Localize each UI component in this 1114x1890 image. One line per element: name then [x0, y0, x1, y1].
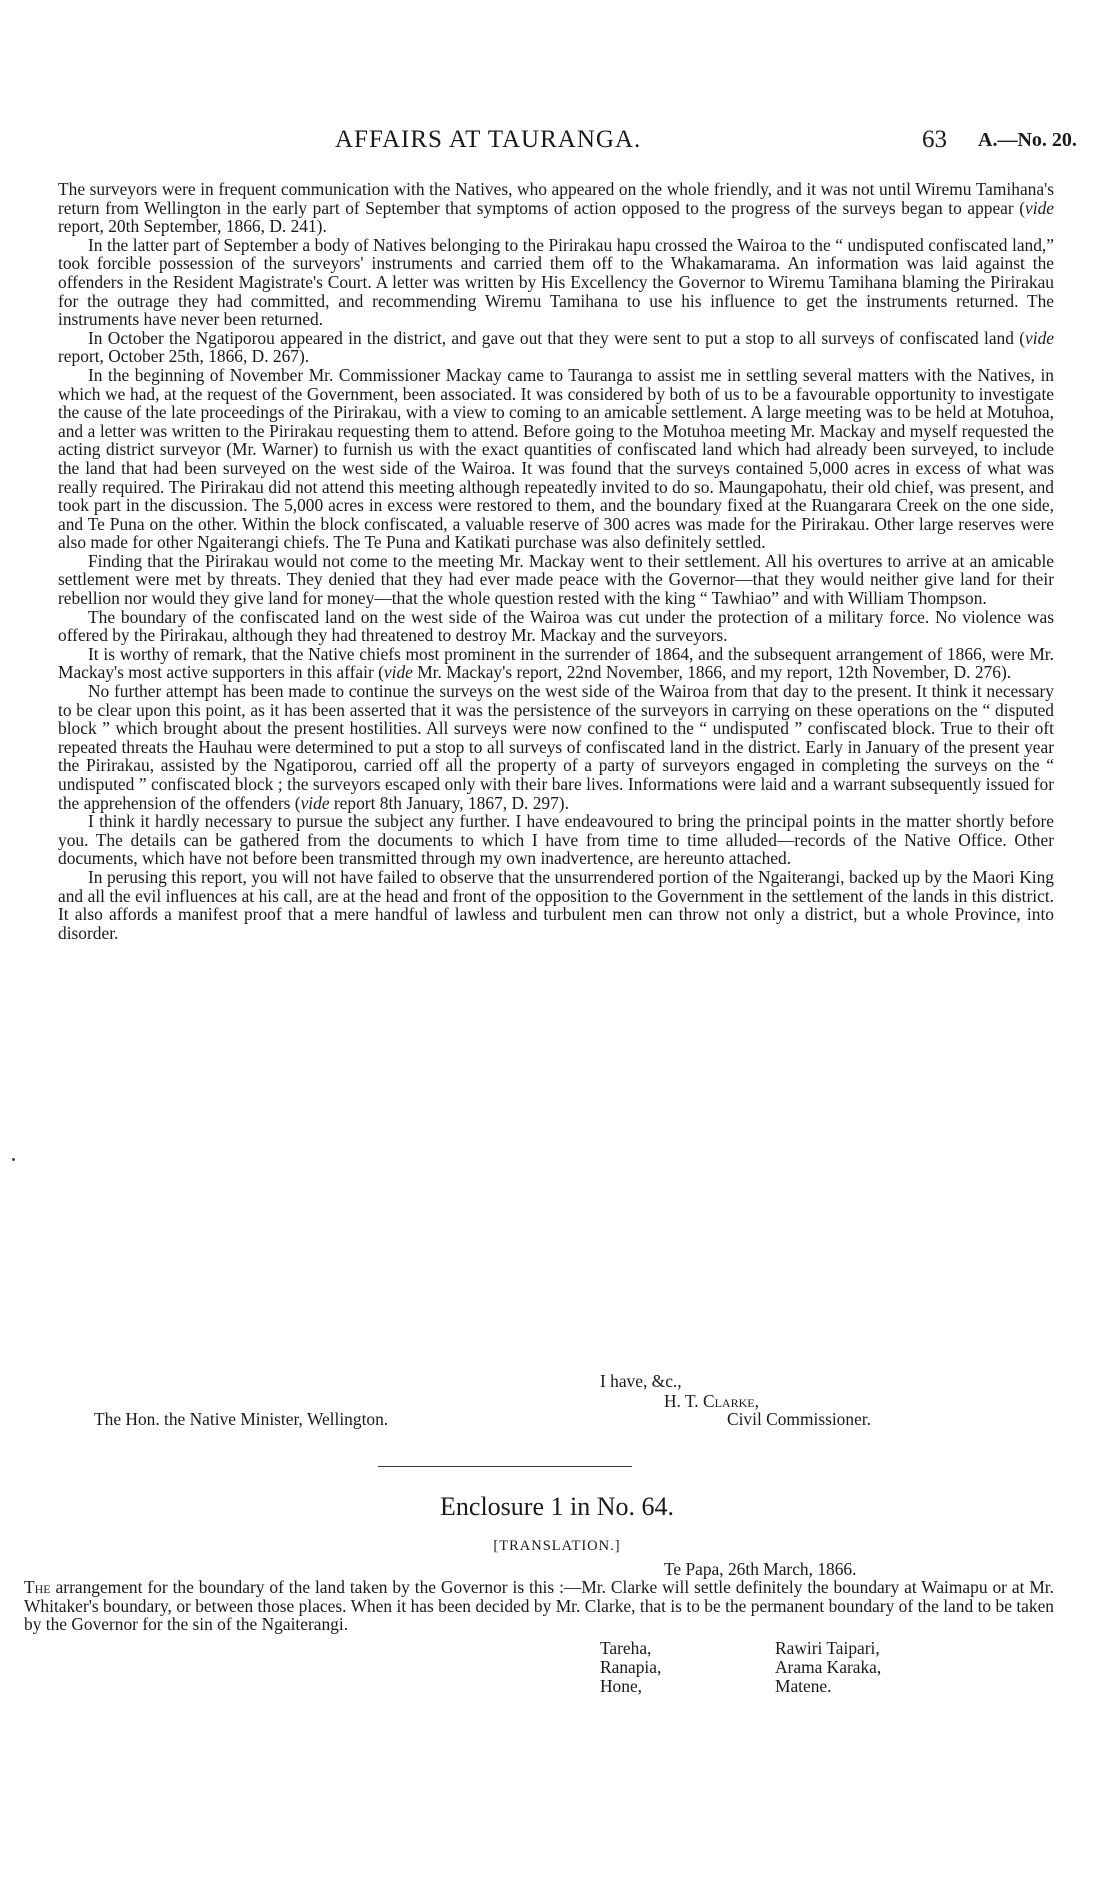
paragraph — [58, 329, 1054, 366]
text-run: Mr. Mackay's report, 22nd November, 1866, and my report, 12th November, D. 276). — [412, 662, 1012, 683]
signatory: Matene. — [775, 1676, 832, 1696]
text-run: report, October 25th, 1866, D. 267). — [58, 346, 310, 367]
text-run: report 8th January, 1867, D. 297). — [329, 792, 569, 813]
translation-label: [TRANSLATION.] — [493, 1538, 621, 1554]
signatory: Ranapia, — [600, 1657, 662, 1677]
signatories-right — [775, 1639, 881, 1696]
paragraph: In the latter part of September a body of Natives belonging to the Pirirakau hapu crossed the Wairoa to the “ undisputed confiscated land,” took forcible possession of the surveyors' instruments and carried them off to the Whakamarama. An information was laid against the offenders in the Resident Magistrate's Court. A letter was written by His Excellency the Governor to Wiremu Tamihana blaming the Pirirakau for the outrage they had committed, and recommending Wiremu Tamihana to use his influence to get the instruments returned. The instruments have never been returned. — [58, 234, 1054, 330]
signatory: Rawiri Taipari, — [775, 1638, 880, 1658]
signatory-initials: H. T. — [664, 1391, 703, 1411]
text-run: arrangement for the boundary of the land taken by the Governor is this :—Mr. Clarke will settle definitely the boundary at Waimapu or at Mr. Whitaker's boundary, or between those places. When it has been decided by Mr. Clarke, that is to be the permanent boundary of the land to be taken by the Governor for the sin of the Ngaiterangi. — [24, 1577, 1054, 1635]
document-reference: A.—No. 20. — [978, 129, 1077, 151]
margin-mark — [12, 1158, 15, 1161]
italic-vide: vide — [1025, 197, 1054, 218]
running-title: AFFAIRS AT TAURANGA. — [335, 126, 642, 153]
text-run: The surveyors were in frequent communication with the Natives, who appeared on the whole friendly, and it was not until Wiremu Tamihana's return from Wellington in the early part of September that symptoms of action opposed to the progress of the surveys began to appear ( — [58, 179, 1054, 218]
paragraph: Finding that the Pirirakau would not come to the meeting Mr. Mackay went to their settlement. All his overtures to arrive at an amicable settlement were met by threats. They denied that they had ever made peace with the Governor—that they would neither give land for their rebellion nor would they give land for money—that the whole question rested with the king “ Tawhiao” and with William Thompson. — [58, 550, 1054, 609]
section-divider — [378, 1466, 632, 1467]
paragraph — [24, 1578, 1054, 1634]
text-run: report, 20th September, 1866, D. 241). — [58, 216, 327, 237]
signatory: Hone, — [600, 1676, 643, 1696]
paragraph — [58, 645, 1054, 682]
signatory-surname: Clarke, — [702, 1391, 759, 1411]
text-run: No further attempt has been made to continue the surveys on the west side of the Wairoa from that day to the present. It think it necessary to be clear upon this point, as it has been asserted that it was the persistence of the surveyors in carrying on these operations on the “ disputed block ” which brought about the present hostilities. All surveys were now confined to the “ undisputed ” confiscated block. True to their oft repeated threats the Hauhau were determined to put a stop to all surveys of confiscated land in the district. Early in January of the present year the Pirirakau, assisted by the Ngatiporou, carried off all the property of a party of surveyors engaged in completing the surveys on the “ undisputed ” confiscated block ; the surveyors escaped only with their bare lives. Informations were laid and a warrant subsequently issued for the apprehension of the offenders ( — [58, 681, 1054, 813]
text-run: In October the Ngatiporou appeared in the district, and gave out that they were sent to put a stop to all surveys of confiscated land ( — [88, 327, 1026, 348]
page-header — [0, 126, 1114, 156]
paragraph: In perusing this report, you will not have failed to observe that the unsurrendered portion of the Ngaiterangi, backed up by the Maori King and all the evil influences at his call, are at the head and front of the opposition to the Government in the settlement of the lands in this district. It also affords a manifest proof that a mere handful of lawless and turbulent men can throw not only a district, but a whole Province, into disorder. — [58, 866, 1054, 943]
addressee: The Hon. the Native Minister, Wellington. — [94, 1409, 389, 1429]
closing-salutation: I have, &c., — [600, 1371, 682, 1391]
signatories-left — [600, 1639, 661, 1696]
italic-vide: vide — [383, 662, 413, 683]
paragraph: I think it hardly necessary to pursue the subject any further. I have endeavoured to bring the principal points in the matter shortly before you. The details can be gathered from the documents to which I have from time to time alluded—records of the Native Office. Other documents, which have not before been transmitted through my own inadvertence, are hereunto attached. — [58, 811, 1054, 869]
signatory: Arama Karaka, — [775, 1657, 882, 1677]
paragraph — [58, 180, 1054, 236]
enclosure-body — [24, 1578, 1054, 1634]
text-run: It is worthy of remark, that the Native chiefs most prominent in the surrender of 1864, and the subsequent arrangement of 1866, were Mr. Mackay's most active supporters in this affair ( — [58, 643, 1054, 683]
place-date: Te Papa, 26th March, 1866. — [664, 1559, 857, 1579]
italic-vide: vide — [300, 792, 330, 813]
italic-vide: vide — [1025, 327, 1054, 348]
paragraph: The boundary of the confiscated land on the west side of the Wairoa was cut under the protection of a military force. No violence was offered by the Pirirakau, although they had threatened to destroy Mr. Mackay and the surveyors. — [58, 606, 1054, 646]
enclosure-title: Enclosure 1 in No. 64. — [440, 1492, 674, 1521]
signatory: Tareha, — [600, 1638, 652, 1658]
lead-word: The — [24, 1577, 51, 1597]
page-number: 63 — [922, 126, 947, 153]
report-body — [58, 180, 1054, 942]
paragraph — [58, 682, 1054, 812]
paragraph: In the beginning of November Mr. Commissioner Mackay came to Tauranga to assist me in settling several matters with the Natives, in which we had, at the request of the Government, been associated. It was considered by both of us to be a favourable opportunity to investigate the cause of the late proceedings of the Pirirakau, with a view to coming to an amicable settlement. A large meeting was to be held at Motuhoa, and a letter was written to the Pirirakau requesting them to attend. Before going to the Motuhoa meeting Mr. Mackay and myself requested the acting district surveyor (Mr. Warner) to furnish us with the exact quantities of confiscated land which had already been surveyed, to include the land that had been surveyed on the west side of the Wairoa. It was found that the surveys contained 5,000 acres in excess of what was really required. The Pirirakau did not attend this meeting although repeatedly invited to do so. Maungapohatu, their old chief, was present, and took part in the discussion. The 5,000 acres in excess were restored to them, and the boundary fixed at the Ruangarara Creek on the one side, and Te Puna on the other. Within the block confiscated, a valuable reserve of 300 acres was made for the Pirirakau. Other large reserves were also made for other Ngaiterangi chiefs. The Te Puna and Katikati purchase was also definitely settled. — [58, 364, 1054, 553]
signatory-role: Civil Commissioner. — [727, 1409, 871, 1429]
